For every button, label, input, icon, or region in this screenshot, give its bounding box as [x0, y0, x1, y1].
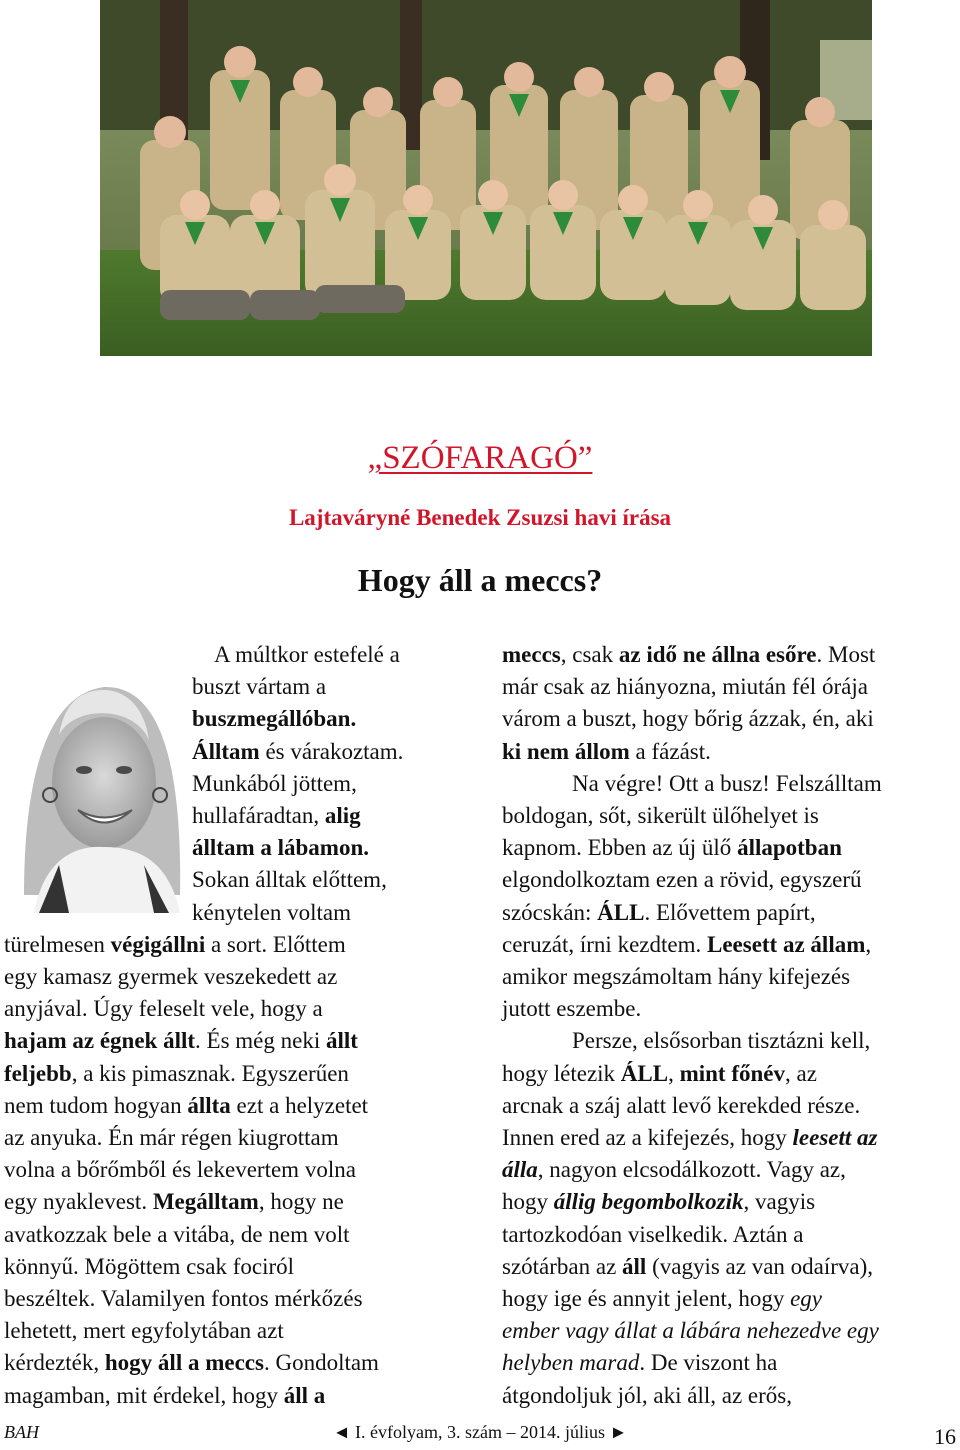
- text-line: arcnak a száj alatt levő kerekded része.: [502, 1092, 861, 1118]
- text-line: buszt vártam a: [192, 674, 327, 700]
- text-line: tartozkodóan viselkedik. Aztán a: [502, 1221, 804, 1247]
- text-line: meccs, csak az idő ne állna esőre. Most: [502, 642, 876, 667]
- text-line: szótárban az áll (vagyis az van odaírva),: [502, 1253, 874, 1279]
- text-line: elgondolkoztam ezen a rövid, egyszerű: [502, 867, 862, 893]
- text-line: az anyuka. Én már régen kiugrottam: [4, 1125, 339, 1151]
- text-line: szócskán: ÁLL. Elővettem papírt,: [502, 899, 816, 925]
- column-title: „SZÓFARAGÓ”: [367, 440, 593, 476]
- text-line: könnyű. Mögöttem csak fociról: [4, 1253, 295, 1279]
- text-line: A múltkor estefelé a: [214, 642, 400, 667]
- text-line: Álltam és várakoztam.: [192, 738, 404, 764]
- text-line: türelmesen végigállni a sort. Előttem: [4, 931, 346, 957]
- article-title: Hogy áll a meccs?: [357, 562, 603, 598]
- text-line: avatkozzak bele a vitába, de nem volt: [4, 1221, 350, 1247]
- text-line: hogy ige és annyit jelent, hogy egy: [502, 1286, 823, 1312]
- text-line: buszmegállóban.: [192, 706, 357, 732]
- text-line: beszéltek. Valamilyen fontos mérkőzés: [4, 1286, 363, 1312]
- text-line: ki nem állom a fázást.: [502, 738, 711, 764]
- article-left-column: [4, 639, 456, 1412]
- text-line: jutott eszembe.: [502, 996, 642, 1022]
- text-line: kénytelen voltam: [192, 899, 352, 925]
- text-line: kapnom. Ebben az új ülő állapotban: [502, 835, 842, 861]
- text-line: Sokan álltak előttem,: [192, 867, 387, 893]
- text-line: volna a bőrőmből és lekevertem volna: [4, 1157, 356, 1183]
- text-line: ember vagy állat a lábára nehezedve egy: [502, 1318, 879, 1344]
- issue-info: ◄ I. évfolyam, 3. szám – 2014. július ►: [332, 1422, 628, 1442]
- text-line: álltam a lábamon.: [192, 835, 369, 861]
- text-line: egy nyaklevest. Megálltam, hogy ne: [4, 1189, 344, 1215]
- group-photo: [100, 0, 872, 356]
- text-line: boldogan, sőt, sikerült ülőhelyet is: [502, 803, 819, 829]
- publication-logo: BAH: [4, 1422, 39, 1442]
- text-line: magamban, mit érdekel, hogy áll a: [4, 1382, 326, 1408]
- text-line: Munkából jöttem,: [192, 770, 357, 796]
- page-number: 16: [934, 1424, 956, 1449]
- text-line: amikor megszámoltam hány kifejezés: [502, 964, 851, 990]
- text-line: hajam az égnek állt. És még neki állt: [4, 1028, 358, 1054]
- article-right-column: [502, 639, 960, 1412]
- text-line: feljebb, a kis pimasznak. Egyszerűen: [4, 1060, 349, 1086]
- text-line: nem tudom hogyan állta ezt a helyzetet: [4, 1092, 369, 1118]
- text-line: helyben marad. De viszont ha: [502, 1350, 778, 1376]
- text-line: álla, nagyon elcsodálkozott. Vagy az,: [502, 1157, 846, 1183]
- text-line: ceruzát, írni kezdtem. Leesett az állam,: [502, 931, 872, 957]
- page-footer: [0, 1420, 960, 1449]
- text-line: várom a buszt, hogy bőrig ázzak, én, aki: [502, 706, 874, 732]
- text-line: hogy állig begombolkozik, vagyis: [502, 1189, 816, 1215]
- text-line: egy kamasz gyermek veszekedett az: [4, 964, 338, 990]
- text-line: Na végre! Ott a busz! Felszálltam: [572, 770, 882, 796]
- text-line: lehetett, mert egyfolytában azt: [4, 1318, 284, 1344]
- byline: Lajtaváryné Benedek Zsuzsi havi írása: [288, 505, 672, 530]
- text-line: átgondoljuk jól, aki áll, az erős,: [502, 1382, 792, 1408]
- text-line: hogy létezik ÁLL, mint főnév, az: [502, 1060, 817, 1086]
- text-line: hullafáradtan, alig: [192, 803, 361, 829]
- text-line: Persze, elsősorban tisztázni kell,: [572, 1028, 871, 1054]
- text-line: már csak az hiányozna, miután fél órája: [502, 674, 868, 700]
- text-line: Innen ered az a kifejezés, hogy leesett az: [502, 1125, 878, 1151]
- text-line: kérdezték, hogy áll a meccs. Gondoltam: [4, 1350, 379, 1376]
- text-line: anyjával. Úgy feleselt vele, hogy a: [4, 996, 323, 1022]
